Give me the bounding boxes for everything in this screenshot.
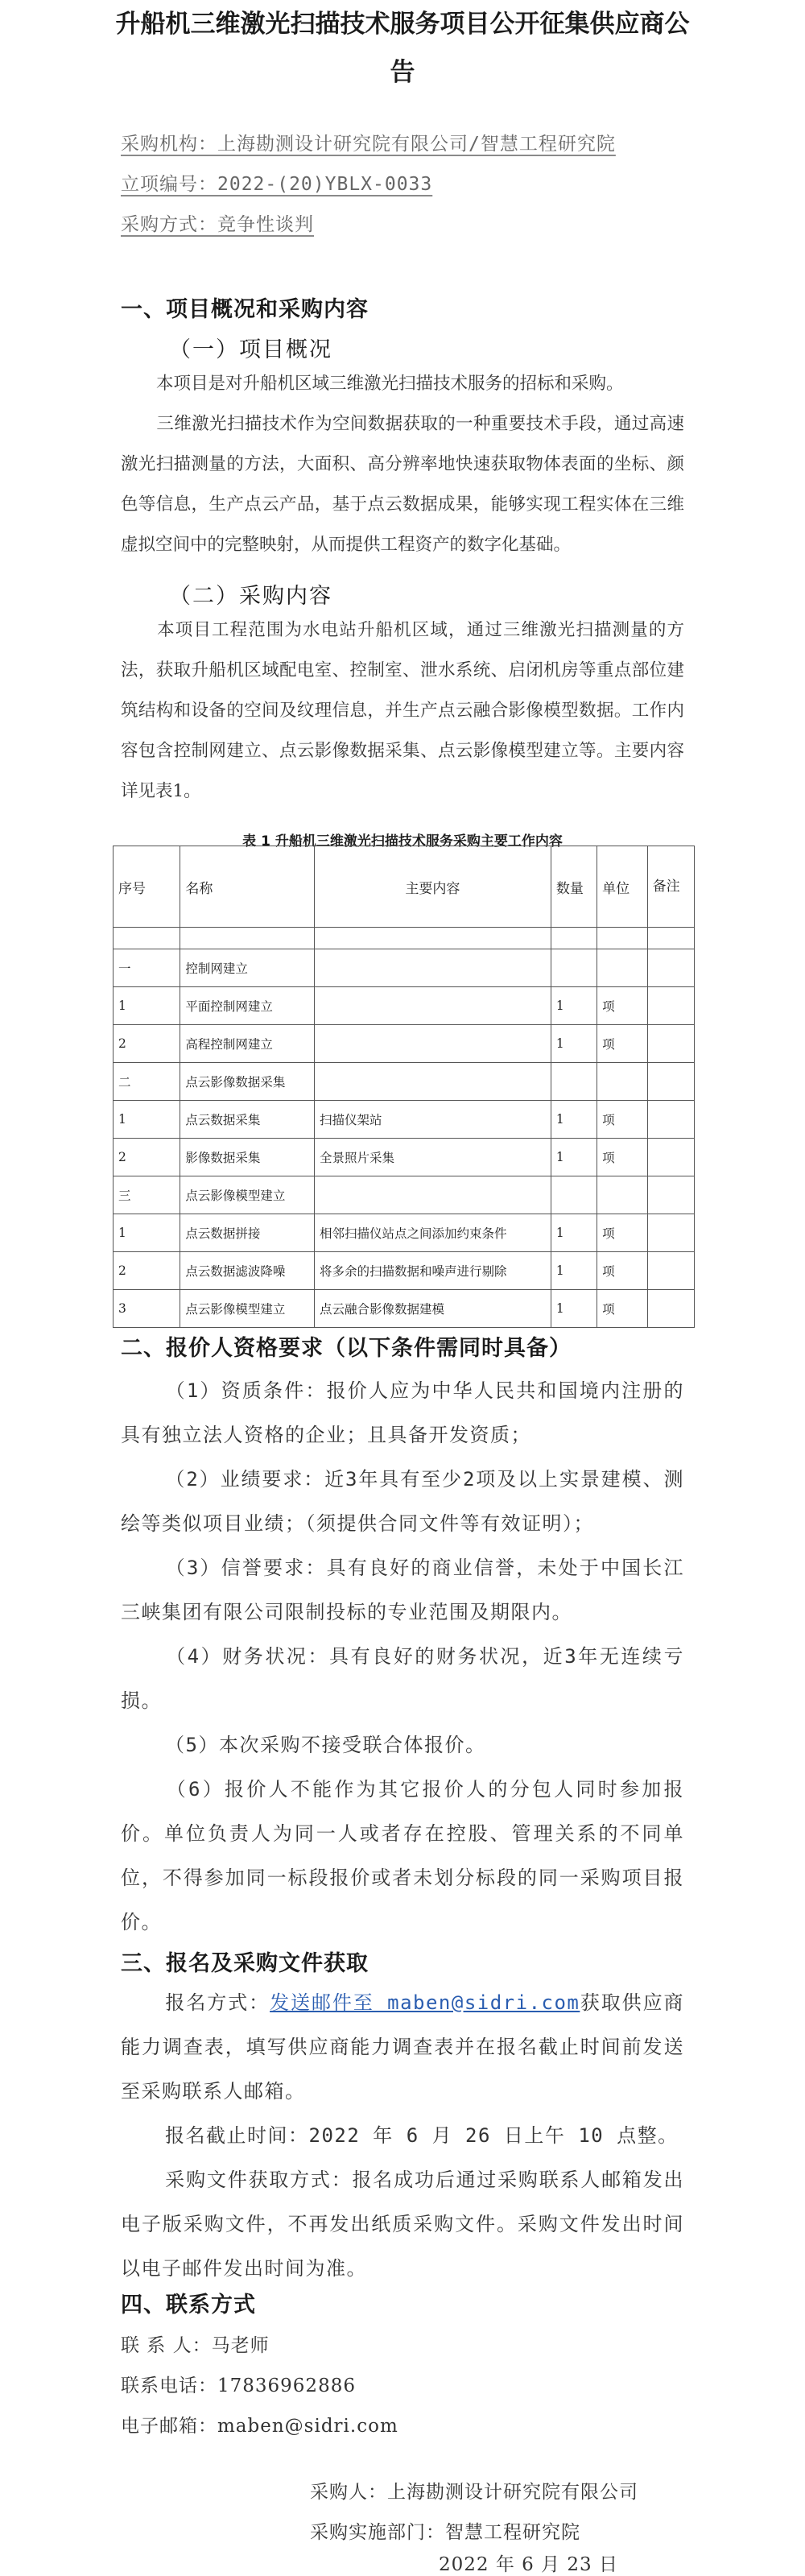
- table-cell: [647, 1252, 694, 1290]
- table-cell: [647, 1290, 694, 1328]
- section-1-para-1: 本项目是对升船机区域三维激光扫描技术服务的招标和采购。: [156, 374, 624, 394]
- table-cell: 项: [597, 1101, 648, 1139]
- table-cell: 1: [551, 987, 597, 1025]
- meta-project-no: 立项编号：2022-(20)YBLX-0033: [121, 174, 433, 195]
- signup-email-link[interactable]: 发送邮件至 maben@sidri.com: [270, 1991, 580, 2014]
- table-cell: 项: [597, 987, 648, 1025]
- header-content: 主要内容: [315, 846, 551, 928]
- table-cell: 平面控制网建立: [180, 987, 315, 1025]
- section-1-para-3: 本项目工程范围为水电站升船机区域，通过三维激光扫描测量的方法，获取升船机区域配电室、控制室、泄水系统、启闭机房等重点部位建筑结构和设备的空间及纹理信息，并生产点云融合影像模型数据。工作内容包含控制网建立、点云影像数据采集、点云影像模型建立等。主要内容详见表1。: [121, 620, 684, 801]
- table-cell: 1: [551, 1214, 597, 1252]
- table-cell: 扫描仪架站: [315, 1101, 551, 1139]
- table-cell: 1: [551, 1139, 597, 1176]
- table-cell: 1: [551, 1290, 597, 1328]
- table-cell: [551, 928, 597, 949]
- table-cell: [315, 928, 551, 949]
- table-cell: 2: [114, 1139, 180, 1176]
- title-line-2: 告: [390, 58, 415, 87]
- section-2-item-5: （5）本次采购不接受联合体报价。: [165, 1734, 486, 1756]
- table-cell: [597, 928, 648, 949]
- table-cell: 高程控制网建立: [180, 1025, 315, 1063]
- table-cell: 点云融合影像数据建模: [315, 1290, 551, 1328]
- table-caption: 表 1 升船机三维激光扫描技术服务采购主要工作内容: [242, 833, 563, 850]
- table-cell: [647, 1139, 694, 1176]
- table-cell: 二: [114, 1063, 180, 1101]
- table-cell: [551, 1176, 597, 1214]
- section-2-item-1: （1）资质条件：报价人应为中华人民共和国境内注册的具有独立法人资格的企业；且具备开发资质；: [121, 1379, 684, 1446]
- signature-dept: 采购实施部门：智慧工程研究院: [310, 2522, 580, 2543]
- section-2-item-6: （6）报价人不能作为其它报价人的分包人同时参加报价。单位负责人为同一人或者存在控股、管理关系的不同单位，不得参加同一标段报价或者未划分标段的同一采购项目报价。: [121, 1778, 684, 1933]
- table-cell: [647, 949, 694, 987]
- table-cell: [597, 949, 648, 987]
- header-qty: 数量: [551, 846, 597, 928]
- document-title: [105, 0, 700, 97]
- table-cell: [647, 928, 694, 949]
- section-2-item-4: （4）财务状况：具有良好的财务状况，近3年无连续亏损。: [121, 1645, 684, 1712]
- table-cell: 1: [551, 1252, 597, 1290]
- contact-person: 联 系 人：马老师: [121, 2335, 270, 2356]
- table-cell: [647, 1176, 694, 1214]
- table-cell: 将多余的扫描数据和噪声进行剔除: [315, 1252, 551, 1290]
- table-cell: 项: [597, 1139, 648, 1176]
- table-cell: 2: [114, 1252, 180, 1290]
- table-cell: 相邻扫描仪站点之间添加约束条件: [315, 1214, 551, 1252]
- contact-phone: 联系电话：17836962886: [121, 2375, 356, 2396]
- table-cell: 1: [551, 1025, 597, 1063]
- table-cell: 控制网建立: [180, 949, 315, 987]
- table-cell: 全景照片采集: [315, 1139, 551, 1176]
- table-cell: 3: [114, 1290, 180, 1328]
- table-cell: 点云影像数据采集: [180, 1063, 315, 1101]
- table-cell: 1: [114, 1101, 180, 1139]
- table-cell: 1: [551, 1101, 597, 1139]
- table-cell: 1: [114, 987, 180, 1025]
- section-2-heading: 二、报价人资格要求（以下条件需同时具备）: [121, 1336, 572, 1361]
- table-cell: 项: [597, 1025, 648, 1063]
- section-2-item-2: （2）业绩要求：近3年具有至少2项及以上实景建模、测绘等类似项目业绩；（须提供合同文件等有效证明）；: [121, 1468, 684, 1535]
- section-2-item-3: （3）信誉要求：具有良好的商业信誉，未处于中国长江三峡集团有限公司限制投标的专业范围及期限内。: [121, 1557, 684, 1623]
- table-cell: 项: [597, 1214, 648, 1252]
- table-header-row: [114, 846, 695, 928]
- table-cell: 点云影像模型建立: [180, 1176, 315, 1214]
- table-cell: [597, 1176, 648, 1214]
- table-row: [114, 1025, 695, 1063]
- table-row: [114, 1139, 695, 1176]
- section-3-heading: 三、报名及采购文件获取: [121, 1951, 369, 1976]
- section-3-deadline: 报名截止时间：2022 年 6 月 26 日上午 10 点整。: [165, 2124, 679, 2147]
- work-content-table: [113, 846, 695, 1328]
- table-cell: 点云数据滤波降噪: [180, 1252, 315, 1290]
- table-cell: 影像数据采集: [180, 1139, 315, 1176]
- signature-date: 2022 年 6 月 23 日: [439, 2554, 618, 2575]
- table-cell: [551, 949, 597, 987]
- table-cell: 项: [597, 1290, 648, 1328]
- section-1-para-2: 三维激光扫描技术作为空间数据获取的一种重要技术手段，通过高速激光扫描测量的方法，大面积、高分辨率地快速获取物体表面的坐标、颜色等信息，生产点云产品，基于点云数据成果，能够实现工程实体在三维虚拟空间中的完整映射，从而提供工程资产的数字化基础。: [121, 414, 684, 555]
- section-1-sub-1: （一）项目概况: [169, 337, 332, 362]
- section-3-docs: 采购文件获取方式：报名成功后通过采购联系人邮箱发出电子版采购文件，不再发出纸质采购文件。采购文件发出时间以电子邮件发出时间为准。: [121, 2169, 684, 2280]
- table-row: [114, 1101, 695, 1139]
- signature-buyer: 采购人：上海勘测设计研究院有限公司: [310, 2482, 638, 2503]
- table-row: [114, 987, 695, 1025]
- table-cell: [647, 987, 694, 1025]
- table-cell: [114, 928, 180, 949]
- table-cell: [597, 1063, 648, 1101]
- table-cell: 2: [114, 1025, 180, 1063]
- header-remark: 备注: [647, 846, 694, 928]
- table-row: [114, 1214, 695, 1252]
- section-1-sub-2: （二）采购内容: [169, 584, 332, 609]
- table-row: [114, 949, 695, 987]
- table-row: [114, 1252, 695, 1290]
- table-cell: [647, 1025, 694, 1063]
- table-cell: 点云数据采集: [180, 1101, 315, 1139]
- table-cell: 点云数据拼接: [180, 1214, 315, 1252]
- table-cell: [315, 1025, 551, 1063]
- header-unit: 单位: [597, 846, 648, 928]
- table-cell: [315, 1063, 551, 1101]
- table-cell: [647, 1063, 694, 1101]
- table-cell: [551, 1063, 597, 1101]
- section-3-signup: 报名方式：发送邮件至 maben@sidri.com获取供应商能力调查表，填写供应商能力调查表并在报名截止时间前发送至采购联系人邮箱。: [121, 1991, 685, 2103]
- table-cell: [180, 928, 315, 949]
- table-cell: [315, 987, 551, 1025]
- table-cell: 项: [597, 1252, 648, 1290]
- table-cell: [315, 949, 551, 987]
- title-line-1: 升船机三维激光扫描技术服务项目公开征集供应商公: [115, 10, 690, 39]
- header-name: 名称: [180, 846, 315, 928]
- table-row: [114, 1290, 695, 1328]
- table-row: [114, 1063, 695, 1101]
- contact-email: 电子邮箱：maben@sidri.com: [121, 2416, 398, 2437]
- table-cell: 1: [114, 1214, 180, 1252]
- header-no: 序号: [114, 846, 180, 928]
- section-4-heading: 四、联系方式: [121, 2293, 256, 2318]
- table-cell: 一: [114, 949, 180, 987]
- table-cell: [647, 1214, 694, 1252]
- meta-method: 采购方式：竞争性谈判: [121, 214, 314, 235]
- table-row: [114, 1176, 695, 1214]
- section-1-heading: 一、项目概况和采购内容: [121, 297, 369, 322]
- table-cell: [647, 1101, 694, 1139]
- table-cell: [315, 1176, 551, 1214]
- table-spacer-row: [114, 928, 695, 949]
- table-cell: 三: [114, 1176, 180, 1214]
- meta-purchaser: 采购机构：上海勘测设计研究院有限公司/智慧工程研究院: [121, 134, 616, 155]
- table-cell: 点云影像模型建立: [180, 1290, 315, 1328]
